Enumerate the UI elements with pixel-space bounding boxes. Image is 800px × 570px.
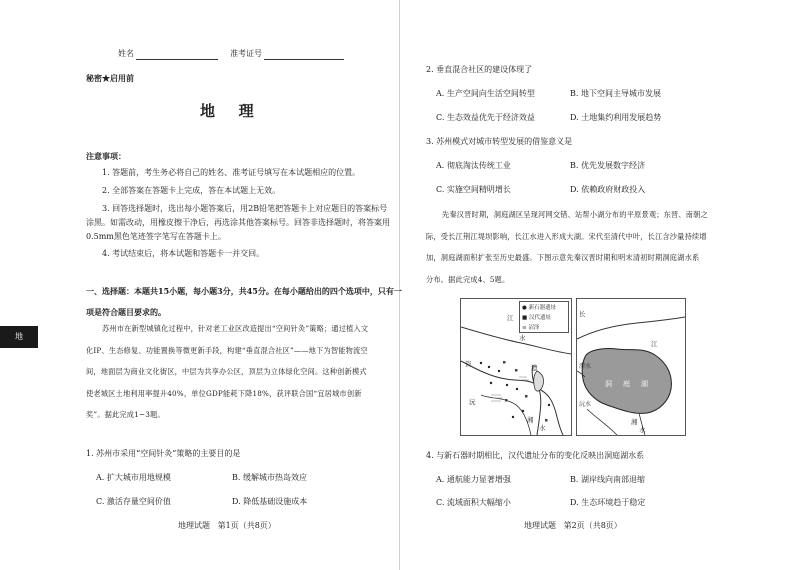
map-pre-qin-han [460, 298, 572, 436]
question-2-stem: 2. 垂直混合社区的建设体现了 [426, 65, 533, 74]
note-item: 3. 回答选择题时，选出每小题答案后，用2B铅笔把答题卡上对应题目的答案标号 [102, 204, 388, 213]
legend-han: ■ 汉代遗址 [522, 315, 551, 321]
q1-option-d: D. 降低基础设施成本 [232, 497, 308, 506]
exam-number-underline [264, 50, 344, 60]
map-label: 湘 [527, 416, 534, 424]
map-label: 长 [579, 310, 586, 318]
map-label: 江 [651, 340, 658, 348]
q3-option-d: D. 依赖政府财政投入 [570, 185, 646, 194]
notes-title: 注意事项： [86, 151, 126, 161]
q1-option-b: B. 缓解城市热岛效应 [232, 473, 307, 482]
q4-option-b: B. 湖岸线向南部退缩 [570, 475, 645, 484]
exam-number-field: 准考证号 [230, 48, 344, 60]
q4-option-a: A. 通航能力显著增强 [436, 475, 511, 484]
q2-option-b: B. 地下空间主导城市发展 [570, 89, 661, 98]
q1-option-c: C. 激活存量空间价值 [96, 497, 171, 506]
map-label: 水 [519, 334, 526, 342]
footer-left: 地理试题 第1页（共8页） [178, 521, 276, 530]
map-legend [519, 301, 569, 333]
passage-1: 苏州市在新型城镇化过程中，针对老工业区改造提出“空间针灸”策略；通过植入文 化IP、生态修复、功能置换等微更新手段，构建“垂直混合社区”——地下为智能物流空 间，地面层为商业文化街区，中层为共享办公区，顶层为立体绿化空间。这种创新模式 使老城区土地利用率提升40%，单位GDP能耗下降18%，获评联合国“宜居城市创新 奖”。据此完成1~3题。 [86, 324, 369, 419]
q2-option-c: C. 生态效益优先于经济效益 [436, 113, 535, 122]
map-label: 澧 [531, 364, 538, 372]
subject-side-tab: 地 [0, 326, 38, 348]
map-label: 资 [465, 360, 472, 368]
q2-option-a: A. 生产空间向生活空间转型 [436, 89, 535, 98]
map-label: 沅水 [579, 401, 592, 408]
passage-2: 先秦汉晋时期，洞庭湖区呈现河网交错、站帮小湖分布的平原景观；东晋、南朝之 际，受长江荆江堤坝影响，长江水进入形成大湖。宋代至清代中叶，长江含沙量持续增 加，洞庭湖面积扩张至历史最盛。下图示意先秦汉晋时期和明末清初时期洞庭湖水系 分布。据此完成4、5题。 [426, 210, 708, 284]
q1-option-a: A. 扩大城市用地规模 [96, 473, 171, 482]
legend-neolithic: ● 新石器遗址 [522, 305, 557, 311]
q3-option-c: C. 实施空间精明增长 [436, 185, 511, 194]
section-heading: 一、选择题：本题共15小题，每小题3分，共45分。在每小题给出的四个选项中，只有一 [86, 286, 402, 296]
secret-label: 秘密★启用前 [86, 73, 134, 83]
map-label: 湘 [631, 418, 638, 426]
map-label: 沅 [469, 398, 476, 406]
name-underline [136, 50, 218, 60]
question-1-stem: 1. 苏州市采用“空间针灸”策略的主要目的是 [86, 449, 241, 458]
map-label: 江 [507, 314, 514, 322]
note-item: 2. 全部答案在答题卡上完成，答在本试题上无效。 [102, 186, 281, 195]
map-label: 湖 [641, 380, 648, 388]
map-label: 澧水 [579, 363, 592, 370]
q3-option-b: B. 优先发展数字经济 [570, 161, 645, 170]
legend-swamp: ≡ 沼泽 [522, 325, 540, 331]
map-ming-qing [576, 298, 686, 436]
q4-option-d: D. 生态环境趋于稳定 [570, 498, 646, 507]
map-ming-qing-graphic [577, 299, 685, 435]
map-label: 水 [639, 426, 646, 434]
map-label: 水 [539, 424, 546, 432]
name-field: 姓名 [118, 48, 218, 60]
note-item: 涂黑。如需改动，用橡皮擦干净后，再选涂其他答案标号。回答非选择题时，将答案用 [86, 218, 390, 227]
question-4-stem: 4. 与新石器时期相比，汉代遗址分布的变化反映出洞庭湖水系 [426, 451, 645, 460]
footer-right: 地理试题 第2页（共8页） [524, 521, 622, 530]
q2-option-d: D. 土地集约利用发展趋势 [570, 113, 662, 122]
note-item: 1. 答题前，考生务必将自己的姓名、准考证号填写在本试题相应的位置。 [102, 168, 361, 177]
subject-title: 地 理 [200, 102, 256, 120]
note-item: 4. 考试结束后，将本试题和答题卡一并交回。 [102, 249, 265, 258]
note-item: 0.5mm黑色笔迹签字笔写在答题卡上。 [86, 232, 226, 241]
map-label: 洞 [605, 380, 612, 388]
q4-option-c: C. 流域面积大幅缩小 [436, 498, 511, 507]
q3-option-a: A. 彻底淘汰传统工业 [436, 161, 511, 170]
question-3-stem: 3. 苏州模式对城市转型发展的借鉴意义是 [426, 137, 573, 146]
map-label: 庭 [623, 380, 630, 388]
section-heading-cont: 项是符合题目要求的。 [86, 307, 166, 317]
